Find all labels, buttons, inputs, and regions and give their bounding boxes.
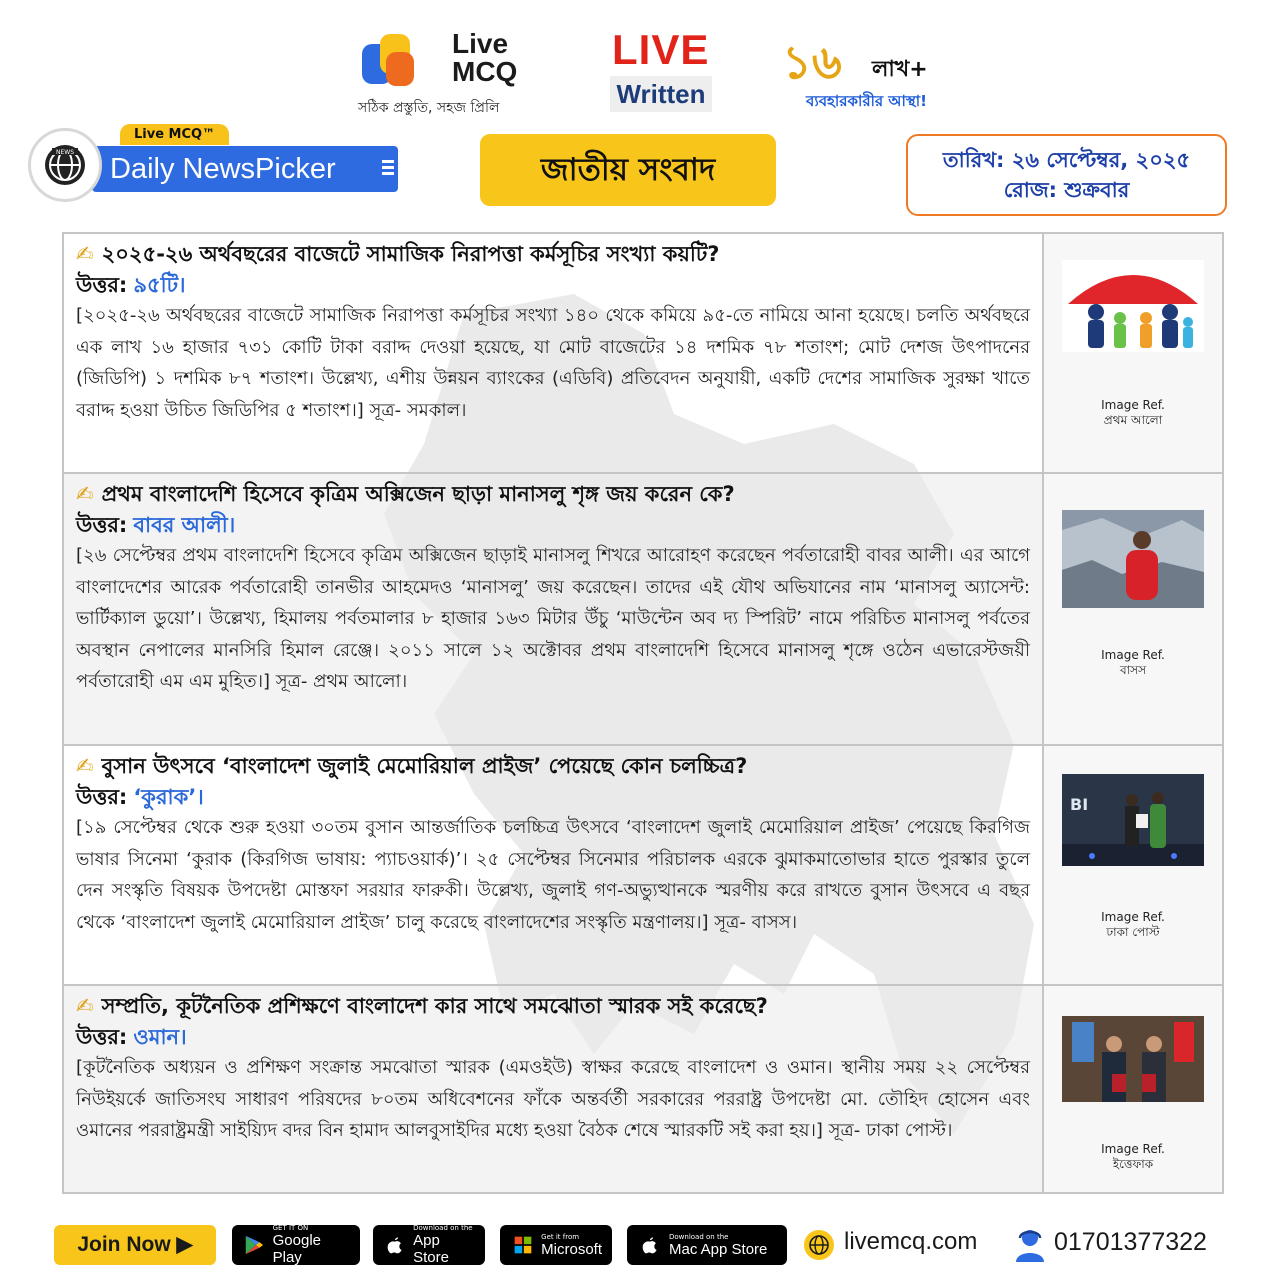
- mac-store-small: Download on the: [669, 1232, 729, 1241]
- family-umbrella-image: [1062, 260, 1204, 352]
- app-store-button[interactable]: [373, 1225, 485, 1265]
- news-item: [64, 986, 1222, 1192]
- google-play-button[interactable]: [232, 1225, 360, 1265]
- app-store-small: Download on the: [413, 1224, 473, 1232]
- brand-name-line1: Live: [452, 28, 509, 59]
- support-agent-icon: [1014, 1226, 1046, 1262]
- explanation: [২৬ সেপ্টেম্বর প্রথম বাংলাদেশি হিসেবে কৃত্রিম অক্সিজেন ছাড়াই মানাসলু শিখরে আরোহণ করেছেন পর্বতারোহী বাবর আলী। এর আগে বাংলাদেশের আরেক পর্বতারোহী তানভীর আহমেদও ‘মানাসলু’ জয় করেছেন। তাদের এই যৌথ অভিযানের নাম ‘মানাসলু অ্যাসেন্ট: ভার্টিক্যাল ডুয়ো’। উল্লেখ্য, হিমালয় পর্বতমালার ৮ হাজার ১৬৩ মিটার উঁচু ‘মাউন্টেন অব দ্য স্পিরিট’ নামে পরিচিত মানাসলু পর্বতের অবস্থান নেপালের মানসিরি হিমাল রেঞ্জে। ২০১১ সালে ১২ অক্টোবর প্রথম বাংলাদেশি হিসেবে মানাসলু শৃঙ্গে ওঠেন এভারেস্টজয়ী পর্বতারোহী এম এম মুহিত।] সূত্র- প্রথম আলো।: [76, 545, 1030, 692]
- google-play-icon: [242, 1232, 267, 1258]
- image-ref-source: ইত্তেফাক: [1112, 1157, 1154, 1171]
- question-text: বুসান উৎসবে ‘বাংলাদেশ জুলাই মেমোরিয়াল প্রাইজ’ পেয়েছে কোন চলচ্চিত্র?: [101, 754, 748, 778]
- newspicker-title-bar: [92, 146, 398, 192]
- join-now-button[interactable]: Join Now ▶: [54, 1225, 216, 1265]
- writing-hand-icon: ✍: [76, 994, 94, 1018]
- writing-hand-icon: ✍: [76, 754, 94, 778]
- image-ref-label: Image Ref.: [1101, 910, 1165, 924]
- day-line: রোজ: শুক্রবার: [1003, 178, 1130, 202]
- answer-value: ওমান।: [133, 1025, 187, 1049]
- answer-value: বাবর আলী।: [133, 513, 236, 537]
- news-item: [64, 746, 1222, 986]
- question-text: ২০২৫-২৬ অর্থবছরের বাজেটে সামাজিক নিরাপত্তা কর্মসূচির সংখ্যা কয়টি?: [101, 242, 720, 266]
- award-ceremony-image: [1062, 774, 1204, 866]
- google-play-small: GET IT ON: [272, 1224, 309, 1232]
- question-text: সম্প্রতি, কূটনৈতিক প্রশিক্ষণে বাংলাদেশ কার সাথে সমঝোতা স্মারক সই করেছে?: [101, 994, 768, 1018]
- mountaineer-image: [1062, 510, 1204, 608]
- users-trust-text: ব্যবহারকারীর আস্থা!: [806, 92, 928, 110]
- image-ref-source: বাসস: [1119, 663, 1146, 677]
- answer: [76, 510, 1030, 540]
- question-text: প্রথম বাংলাদেশি হিসেবে কৃত্রিম অক্সিজেন ছাড়া মানাসলু শৃঙ্গ জয় করেন কে?: [101, 482, 735, 506]
- image-ref: [1044, 1142, 1222, 1172]
- news-globe-icon: [28, 128, 102, 202]
- mac-store-label: Mac App Store: [669, 1240, 768, 1258]
- apple-icon: [383, 1232, 407, 1258]
- image-ref: [1044, 648, 1222, 678]
- image-ref-label: Image Ref.: [1101, 648, 1165, 662]
- news-badge-text: NEWS: [55, 149, 75, 156]
- date-box: [906, 134, 1227, 216]
- answer: [76, 270, 1030, 300]
- date-line: তারিখ: ২৬ সেপ্টেম্বর, ২০২৫: [942, 148, 1191, 172]
- explanation: [২০২৫-২৬ অর্থবছরের বাজেটে সামাজিক নিরাপত্তা কর্মসূচির সংখ্যা ১৪০ থেকে কমিয়ে ৯৫-তে নামিয়ে আনা হয়েছে। চলতি অর্থবছরে এক লাখ ১৬ হাজার ৭৩১ কোটি টাকা বরাদ্দ দেওয়া হয়েছে, যা মোট বাজেটের ১৪ দশমিক ৭৮ শতাংশ; মোট দেশজ উৎপাদনের (জিডিপি) ১ দশমিক ৮৭ শতাংশ। উল্লেখ্য, এশীয় উন্নয়ন ব্যাংকের (এডিবি) প্রতিবেদন অনুযায়ী, একটি দেশের সামাজিক সুরক্ষা খাতে বরাদ্দ হওয়া উচিত জিডিপির ৫ শতাংশ।] সূত্র- সমকাল।: [76, 305, 1030, 421]
- image-ref: [1044, 910, 1222, 940]
- microsoft-label: Microsoft: [541, 1240, 602, 1258]
- newspicker-tag: Live MCQ™: [120, 124, 229, 145]
- question: [76, 478, 1030, 510]
- users-count-suffix: লাখ+: [872, 57, 928, 82]
- brand-tagline: সঠিক প্রস্তুতি, সহজ প্রিলি: [358, 100, 500, 116]
- image-ref: [1044, 398, 1222, 428]
- image-ref-source: ঢাকা পোস্ট: [1106, 925, 1160, 939]
- answer-label: উত্তর:: [76, 513, 128, 537]
- mac-app-store-button[interactable]: [627, 1225, 787, 1265]
- answer: [76, 1022, 1030, 1052]
- mou-signing-image: [1062, 1016, 1204, 1102]
- question: [76, 990, 1030, 1022]
- answer-label: উত্তর:: [76, 1025, 128, 1049]
- image-ref-source: প্রথম আলো: [1103, 413, 1163, 427]
- users-count: ১৬: [782, 35, 842, 89]
- image-column: [1044, 234, 1222, 472]
- phone-number[interactable]: 01701377322: [1054, 1228, 1207, 1256]
- news-table: [62, 232, 1224, 1194]
- google-play-label: Google Play: [272, 1232, 321, 1266]
- app-store-label: App Store: [413, 1232, 449, 1266]
- answer-value: ৯৫টি।: [133, 273, 186, 297]
- microsoft-small: Get it from: [541, 1232, 580, 1241]
- writing-hand-icon: ✍: [76, 242, 94, 266]
- question: [76, 238, 1030, 270]
- news-item: [64, 234, 1222, 474]
- answer-label: উত্তর:: [76, 273, 128, 297]
- image-column: [1044, 746, 1222, 984]
- news-item: [64, 474, 1222, 746]
- explanation: [কূটনৈতিক অধ্যয়ন ও প্রশিক্ষণ সংক্রান্ত সমঝোতা স্মারক (এমওইউ) স্বাক্ষর করেছে বাংলাদেশ ও ওমান। স্থানীয় সময় ২২ সেপ্টেম্বর নিউইয়র্কে জাতিসংঘ সাধারণ পরিষদের ৮০তম অধিবেশনের ফাঁকে অন্তর্বর্তী সরকারের পররাষ্ট্র উপদেষ্টা মো. তৌহিদ হোসেন এবং ওমানের পররাষ্ট্রমন্ত্রী সাইয়্যিদ বদর বিন হামাদ আলবুসাইদির মধ্যে হওয়া বৈঠক শেষে স্মারকটি সই করা হয়।] সূত্র- ঢাকা পোস্ট।: [76, 1057, 1030, 1141]
- website-link[interactable]: livemcq.com: [844, 1228, 978, 1255]
- image-column: [1044, 474, 1222, 744]
- live-label: LIVE: [612, 26, 710, 73]
- answer-label: উত্তর:: [76, 785, 128, 809]
- apple-icon: [637, 1232, 663, 1258]
- svg-text:BI: BI: [1070, 795, 1089, 814]
- globe-icon: [804, 1230, 834, 1260]
- image-ref-label: Image Ref.: [1101, 398, 1165, 412]
- newspicker-title: Daily NewsPicker: [110, 153, 336, 185]
- answer-value: ‘কুরাক’।: [133, 785, 204, 809]
- question: [76, 750, 1030, 782]
- answer: [76, 782, 1030, 812]
- microsoft-store-button[interactable]: [500, 1225, 612, 1265]
- section-title: জাতীয় সংবাদ: [480, 134, 776, 206]
- brand-name: [452, 30, 517, 86]
- microsoft-icon: [510, 1232, 535, 1258]
- image-ref-label: Image Ref.: [1101, 1142, 1165, 1156]
- written-label: Written: [610, 76, 712, 112]
- writing-hand-icon: ✍: [76, 482, 94, 506]
- image-column: [1044, 986, 1222, 1192]
- brand-name-line2: MCQ: [452, 56, 518, 87]
- explanation: [১৯ সেপ্টেম্বর থেকে শুরু হওয়া ৩০তম বুসান আন্তর্জাতিক চলচ্চিত্র উৎসবে ‘বাংলাদেশ জুলাই মেমোরিয়াল প্রাইজ’ পেয়েছে কিরগিজ ভাষার সিনেমা ‘কুরাক (কিরগিজ ভাষায়: প্যাচওয়ার্ক)’। ২৫ সেপ্টেম্বর সিনেমার পরিচালক এরকে ঝুমাকমাতোভার হাতে পুরস্কার তুলে দেন সংস্কৃতি বিষয়ক উপদেষ্টা মোস্তফা সরয়ার ফারুকী। উল্লেখ্য, জুলাই গণ-অভ্যুত্থানকে স্মরণীয় করে রাখতে বুসান উৎসবে এ বছর থেকে ‘বাংলাদেশ জুলাই মেমোরিয়াল প্রাইজ’ চালু করেছে বাংলাদেশের সংস্কৃতি মন্ত্রণালয়।] সূত্র- বাসস।: [76, 817, 1030, 933]
- menu-lines-icon: [382, 160, 394, 178]
- livemcq-logo-icon: [358, 30, 418, 90]
